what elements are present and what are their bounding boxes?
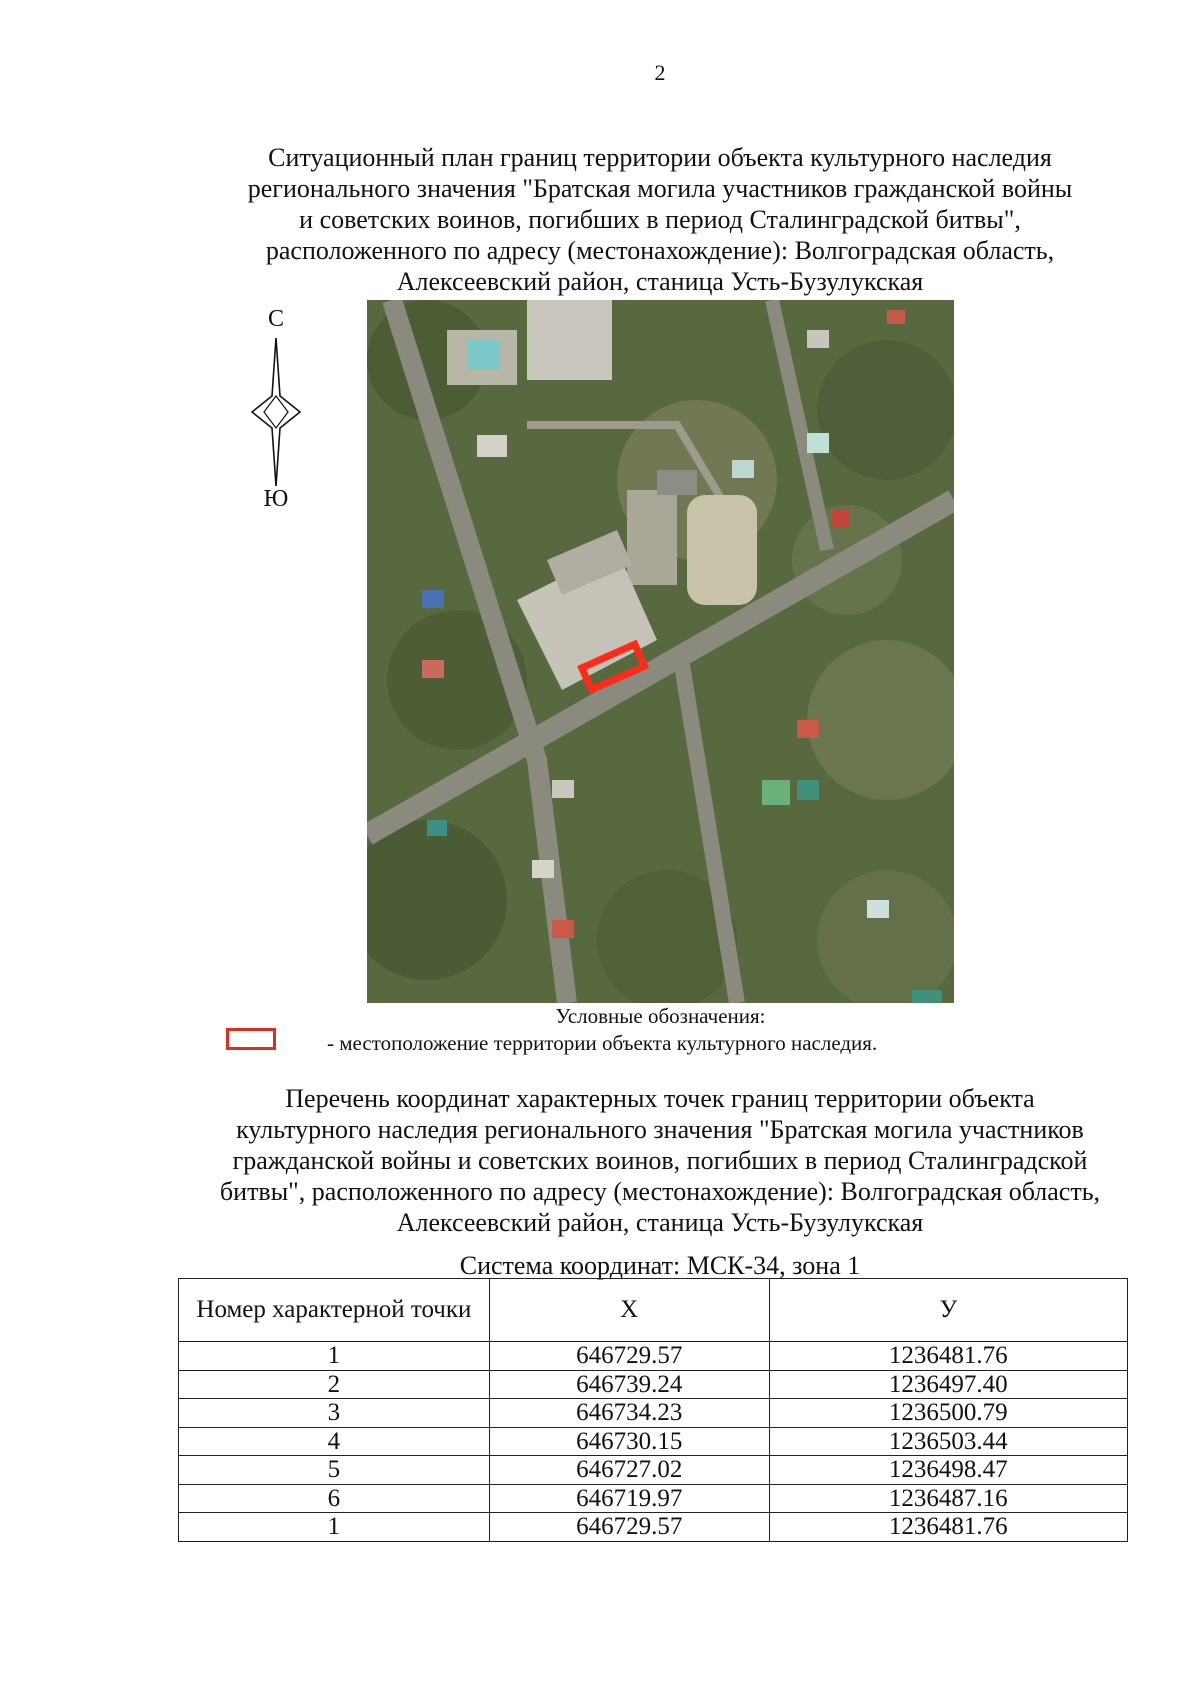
x-cell: 646729.57	[489, 1342, 769, 1371]
point-number-cell: 3	[179, 1399, 490, 1428]
y-cell: 1236500.79	[769, 1399, 1127, 1428]
list-title-line: культурного наследия регионального значения "Братская могила участников	[236, 1115, 1084, 1144]
y-cell: 1236481.76	[769, 1342, 1127, 1371]
table-row	[179, 1427, 1128, 1456]
y-cell: 1236503.44	[769, 1427, 1127, 1456]
header-x: X	[489, 1279, 769, 1342]
y-cell: 1236487.16	[769, 1484, 1127, 1513]
compass-north-label: С	[267, 306, 284, 332]
header-point-number: Номер характерной точки	[179, 1279, 490, 1342]
point-number-cell: 1	[179, 1513, 490, 1542]
satellite-map-image	[367, 300, 954, 1003]
coordinates-table	[178, 1278, 1128, 1542]
legend-title: Условные обозначения:	[555, 1004, 766, 1028]
x-cell: 646719.97	[489, 1484, 769, 1513]
page-number: 2	[654, 60, 666, 85]
plan-title-line: и советских воинов, погибших в период Сталинградской битвы",	[299, 205, 1021, 234]
point-number-cell: 5	[179, 1456, 490, 1485]
legend-boundary-marker	[226, 1028, 276, 1050]
compass-south-label: Ю	[263, 486, 289, 512]
coordinates-list-title	[160, 1083, 1160, 1238]
x-cell: 646739.24	[489, 1370, 769, 1399]
plan-title	[160, 142, 1160, 297]
legend-item-text: - местоположение территории объекта культурного наследия.	[327, 1031, 878, 1055]
plan-title-line: регионального значения "Братская могила участников гражданской войны	[247, 174, 1073, 203]
table-row	[179, 1456, 1128, 1485]
north-arrow-icon	[246, 338, 306, 488]
point-number-cell: 1	[179, 1342, 490, 1371]
north-arrow	[246, 306, 306, 512]
x-cell: 646730.15	[489, 1427, 769, 1456]
table-row	[179, 1342, 1128, 1371]
y-cell: 1236481.76	[769, 1513, 1127, 1542]
plan-title-line: Ситуационный план границ территории объекта культурного наследия	[268, 143, 1052, 172]
satellite-map	[367, 300, 954, 1003]
x-cell: 646727.02	[489, 1456, 769, 1485]
table-row	[179, 1399, 1128, 1428]
table-row	[179, 1370, 1128, 1399]
x-cell: 646734.23	[489, 1399, 769, 1428]
list-title-line: гражданской войны и советских воинов, погибших в период Сталинградской	[232, 1146, 1088, 1175]
list-title-line: Перечень координат характерных точек границ территории объекта	[285, 1084, 1035, 1113]
point-number-cell: 2	[179, 1370, 490, 1399]
y-cell: 1236497.40	[769, 1370, 1127, 1399]
list-title-line: Алексеевский район, станица Усть-Бузулукская	[396, 1208, 924, 1237]
plan-title-line: Алексеевский район, станица Усть-Бузулукская	[396, 267, 924, 296]
table-row	[179, 1484, 1128, 1513]
x-cell: 646729.57	[489, 1513, 769, 1542]
point-number-cell: 4	[179, 1427, 490, 1456]
y-cell: 1236498.47	[769, 1456, 1127, 1485]
plan-title-line: расположенного по адресу (местонахождение): Волгоградская область,	[265, 236, 1055, 265]
coordinate-system-caption: Система координат: МСК-34, зона 1	[459, 1251, 861, 1280]
table-header-row	[179, 1279, 1128, 1342]
header-y: У	[769, 1279, 1127, 1342]
list-title-line: битвы", расположенного по адресу (местонахождение): Волгоградская область,	[219, 1177, 1101, 1206]
point-number-cell: 6	[179, 1484, 490, 1513]
table-row	[179, 1513, 1128, 1542]
